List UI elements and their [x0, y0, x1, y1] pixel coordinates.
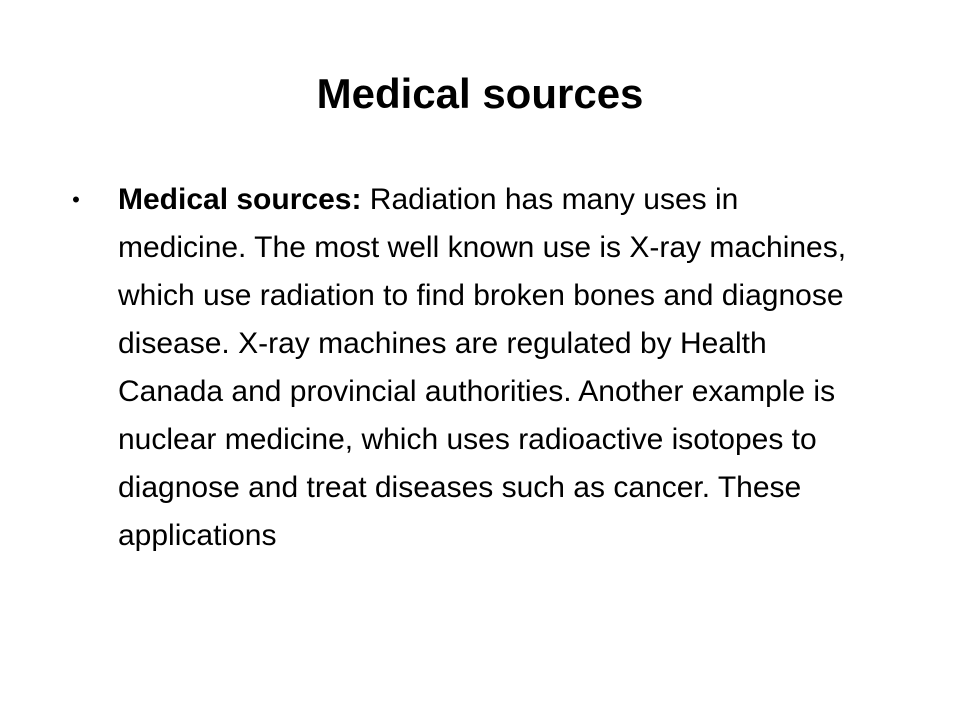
slide-title: Medical sources: [316, 70, 644, 117]
bullet-body: Radiation has many uses in medicine. The most well known use is X-ray machines, which use radiation to find broken bones and diagnose disease. X-ray machines are regulated by Health Canada and provincial authorities. Another example is nuclear medicine, which uses radioactive isotopes to diagnose and treat diseases such as cancer. These applications: [118, 183, 847, 552]
bullet-text: [118, 176, 866, 560]
bullet-dot-icon: •: [72, 187, 80, 212]
bullet-lead: Medical sources:: [118, 183, 362, 216]
bullet-list: [66, 176, 866, 560]
bullet-item: [72, 176, 866, 560]
